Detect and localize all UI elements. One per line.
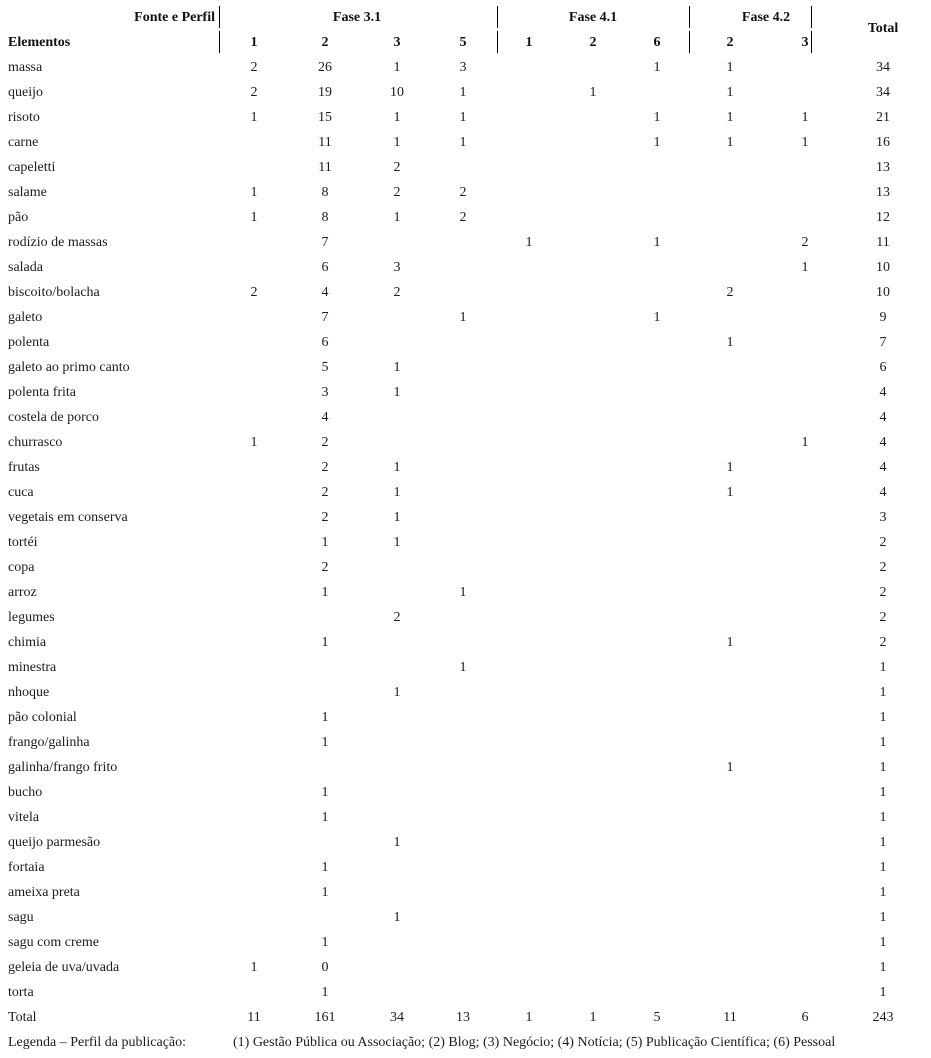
element-label: copa [8,560,35,575]
row-total-cell: 12 [876,210,890,225]
column-divider [811,6,812,28]
count-cell: 1 [726,460,734,475]
row-total-cell: 2 [879,560,887,575]
count-cell: 2 [321,510,329,525]
count-cell: 6 [321,260,329,275]
element-label: fortaia [8,860,45,875]
row-total-cell: 3 [879,510,887,525]
row-total-cell: 1 [879,810,887,825]
count-cell: 1 [726,135,734,150]
row-total-cell: 1 [879,760,887,775]
row-total-cell: 16 [876,135,890,150]
count-cell: 5 [321,360,329,375]
source-profile-header: Fonte e Perfil [134,10,215,25]
table-row [0,380,931,405]
count-cell: 1 [459,660,467,675]
count-cell: 1 [321,710,329,725]
profile-column-header: 6 [653,35,661,50]
count-cell: 2 [250,285,258,300]
element-label: frango/galinha [8,735,90,750]
count-cell: 2 [250,60,258,75]
row-total-cell: 6 [879,360,887,375]
column-divider [497,31,498,53]
element-label: Total [8,1010,37,1025]
row-total-cell: 1 [879,660,887,675]
count-cell: 1 [653,60,661,75]
table-row [0,755,931,780]
phase-4-2-header: Fase 4.2 [741,10,791,25]
column-divider [219,6,220,28]
count-cell: 1 [726,85,734,100]
element-label: salame [8,185,47,200]
count-cell: 1 [801,135,809,150]
count-cell: 1 [393,385,401,400]
count-cell: 26 [318,60,332,75]
table-row [0,305,931,330]
element-label: costela de porco [8,410,99,425]
element-label: polenta frita [8,385,77,400]
totals-row [0,1005,931,1030]
phase-4-1-header: Fase 4.1 [568,10,618,25]
count-cell: 7 [321,310,329,325]
row-total-cell: 4 [879,435,887,450]
table-row [0,430,931,455]
count-cell: 2 [393,285,401,300]
count-cell: 2 [726,285,734,300]
count-cell: 2 [801,235,809,250]
column-divider [811,31,812,53]
count-cell: 1 [459,135,467,150]
count-cell: 1 [653,135,661,150]
profile-column-header: 2 [321,35,329,50]
count-cell: 2 [393,610,401,625]
row-total-cell: 34 [876,85,890,100]
count-cell: 1 [726,110,734,125]
header-row-profiles [0,30,931,55]
count-cell: 1 [459,110,467,125]
count-cell: 8 [321,210,329,225]
count-cell: 0 [321,960,329,975]
elements-header: Elementos [8,35,71,50]
table-row [0,680,931,705]
profile-column-header: 1 [525,35,533,50]
table-row [0,530,931,555]
count-cell: 1 [653,110,661,125]
total-column-header: Total [867,21,899,36]
table-row [0,230,931,255]
count-cell: 8 [321,185,329,200]
table-row [0,455,931,480]
element-label: sagu com creme [8,935,99,950]
count-cell: 1 [321,885,329,900]
row-total-cell: 21 [876,110,890,125]
element-label: salada [8,260,43,275]
element-label: polenta [8,335,50,350]
table-row [0,180,931,205]
count-cell: 1 [250,185,258,200]
count-cell: 2 [321,435,329,450]
count-cell: 1 [393,210,401,225]
count-cell: 1 [321,635,329,650]
count-cell: 1 [726,335,734,350]
table-row [0,255,931,280]
count-cell: 3 [321,385,329,400]
table-row [0,105,931,130]
row-total-cell: 1 [879,960,887,975]
table-row [0,155,931,180]
count-cell: 1 [726,760,734,775]
count-cell: 11 [247,1010,261,1025]
count-cell: 1 [321,585,329,600]
count-cell: 2 [459,185,467,200]
row-total-cell: 1 [879,885,887,900]
element-label: cuca [8,485,34,500]
count-cell: 1 [393,110,401,125]
table-row [0,280,931,305]
count-cell: 1 [321,860,329,875]
table-row [0,205,931,230]
row-total-cell: 1 [879,785,887,800]
count-cell: 1 [393,485,401,500]
row-total-cell: 34 [876,60,890,75]
element-label: pão colonial [8,710,77,725]
count-cell: 13 [456,1010,470,1025]
count-cell: 3 [393,260,401,275]
count-cell: 2 [393,160,401,175]
count-cell: 1 [726,635,734,650]
row-total-cell: 243 [872,1010,894,1025]
row-total-cell: 13 [876,185,890,200]
element-label: biscoito/bolacha [8,285,100,300]
count-cell: 1 [726,60,734,75]
count-cell: 7 [321,235,329,250]
table-row [0,780,931,805]
count-cell: 1 [321,935,329,950]
element-label: galinha/frango frito [8,760,118,775]
count-cell: 6 [321,335,329,350]
count-cell: 11 [723,1010,737,1025]
count-cell: 1 [393,685,401,700]
count-cell: 1 [250,110,258,125]
table-row [0,80,931,105]
element-label: carne [8,135,39,150]
count-cell: 11 [318,160,332,175]
count-cell: 1 [393,835,401,850]
element-label: geleia de uva/uvada [8,960,120,975]
element-label: minestra [8,660,57,675]
count-cell: 1 [393,460,401,475]
element-label: nhoque [8,685,50,700]
count-cell: 1 [589,1010,597,1025]
column-divider [497,6,498,28]
table-row [0,505,931,530]
count-cell: 2 [459,210,467,225]
row-total-cell: 2 [879,585,887,600]
count-cell: 1 [393,360,401,375]
element-label: rodízio de massas [8,235,108,250]
count-cell: 2 [250,85,258,100]
row-total-cell: 10 [876,260,890,275]
table-row [0,855,931,880]
count-cell: 1 [393,135,401,150]
row-total-cell: 1 [879,735,887,750]
count-cell: 1 [459,585,467,600]
column-divider [219,31,220,53]
count-cell: 1 [801,110,809,125]
count-cell: 5 [653,1010,661,1025]
legend [0,1030,931,1055]
count-cell: 1 [525,235,533,250]
row-total-cell: 2 [879,635,887,650]
count-cell: 1 [525,1010,533,1025]
element-label: tortéi [8,535,38,550]
element-label: capeletti [8,160,56,175]
element-label: arroz [8,585,37,600]
count-cell: 1 [250,435,258,450]
count-cell: 1 [393,510,401,525]
count-cell: 11 [318,135,332,150]
table-row [0,705,931,730]
count-cell: 6 [801,1010,809,1025]
element-label: vitela [8,810,40,825]
table-row [0,480,931,505]
table-row [0,130,931,155]
profile-column-header: 3 [801,35,809,50]
profile-column-header: 1 [250,35,258,50]
count-cell: 1 [459,85,467,100]
table-row [0,655,931,680]
row-total-cell: 4 [879,385,887,400]
table-row [0,880,931,905]
count-cell: 1 [726,485,734,500]
table-row [0,355,931,380]
legend-text: (1) Gestão Pública ou Associação; (2) Blog; (3) Negócio; (4) Notícia; (5) Publicação Científica; (6) Pessoal [233,1035,836,1050]
count-cell: 1 [321,985,329,1000]
row-total-cell: 2 [879,610,887,625]
table-row [0,955,931,980]
legend-title: Legenda – Perfil da publicação: [8,1035,187,1050]
count-cell: 19 [318,85,332,100]
element-label: risoto [8,110,40,125]
row-total-cell: 4 [879,485,887,500]
element-label: galeto [8,310,43,325]
table-row [0,830,931,855]
header-row-phases [0,5,931,30]
profile-column-header: 2 [726,35,734,50]
table-row [0,905,931,930]
count-cell: 1 [653,235,661,250]
row-total-cell: 1 [879,860,887,875]
element-label: pão [8,210,29,225]
element-label: vegetais em conserva [8,510,128,525]
count-cell: 2 [321,460,329,475]
count-cell: 1 [393,535,401,550]
row-total-cell: 4 [879,410,887,425]
row-total-cell: 1 [879,685,887,700]
count-cell: 1 [459,310,467,325]
count-cell: 1 [801,435,809,450]
count-cell: 1 [250,210,258,225]
row-total-cell: 13 [876,160,890,175]
row-total-cell: 1 [879,835,887,850]
table-row [0,730,931,755]
element-label: chimia [8,635,47,650]
count-cell: 1 [321,810,329,825]
row-total-cell: 2 [879,535,887,550]
count-cell: 1 [250,960,258,975]
count-cell: 3 [459,60,467,75]
table-row [0,630,931,655]
count-cell: 1 [321,535,329,550]
profile-column-header: 2 [589,35,597,50]
row-total-cell: 7 [879,335,887,350]
table-row [0,405,931,430]
count-cell: 1 [321,785,329,800]
element-label: frutas [8,460,40,475]
count-cell: 1 [393,60,401,75]
count-cell: 1 [321,735,329,750]
count-cell: 1 [653,310,661,325]
table-row [0,555,931,580]
profile-column-header: 3 [393,35,401,50]
element-label: churrasco [8,435,63,450]
table-row [0,55,931,80]
count-cell: 2 [321,485,329,500]
row-total-cell: 10 [876,285,890,300]
row-total-cell: 9 [879,310,887,325]
count-cell: 1 [801,260,809,275]
count-cell: 4 [321,410,329,425]
count-cell: 161 [314,1010,336,1025]
row-total-cell: 1 [879,710,887,725]
table-row [0,605,931,630]
row-total-cell: 1 [879,910,887,925]
table-row [0,980,931,1005]
row-total-cell: 11 [876,235,890,250]
row-total-cell: 1 [879,935,887,950]
element-label: legumes [8,610,55,625]
element-label: queijo parmesão [8,835,101,850]
element-label: bucho [8,785,43,800]
column-divider [689,6,690,28]
column-divider [689,31,690,53]
count-cell: 1 [393,910,401,925]
count-cell: 2 [321,560,329,575]
count-cell: 4 [321,285,329,300]
element-label: massa [8,60,43,75]
row-total-cell: 4 [879,460,887,475]
count-cell: 1 [589,85,597,100]
element-label: sagu [8,910,34,925]
table-row [0,580,931,605]
row-total-cell: 1 [879,985,887,1000]
element-label: torta [8,985,34,1000]
count-cell: 2 [393,185,401,200]
phase-3-1-header: Fase 3.1 [332,10,382,25]
count-cell: 10 [390,85,404,100]
profile-column-header: 5 [459,35,467,50]
table-row [0,805,931,830]
count-cell: 15 [318,110,332,125]
element-label: ameixa preta [8,885,80,900]
element-label: queijo [8,85,43,100]
element-label: galeto ao primo canto [8,360,130,375]
count-cell: 34 [390,1010,404,1025]
table-row [0,930,931,955]
table-row [0,330,931,355]
